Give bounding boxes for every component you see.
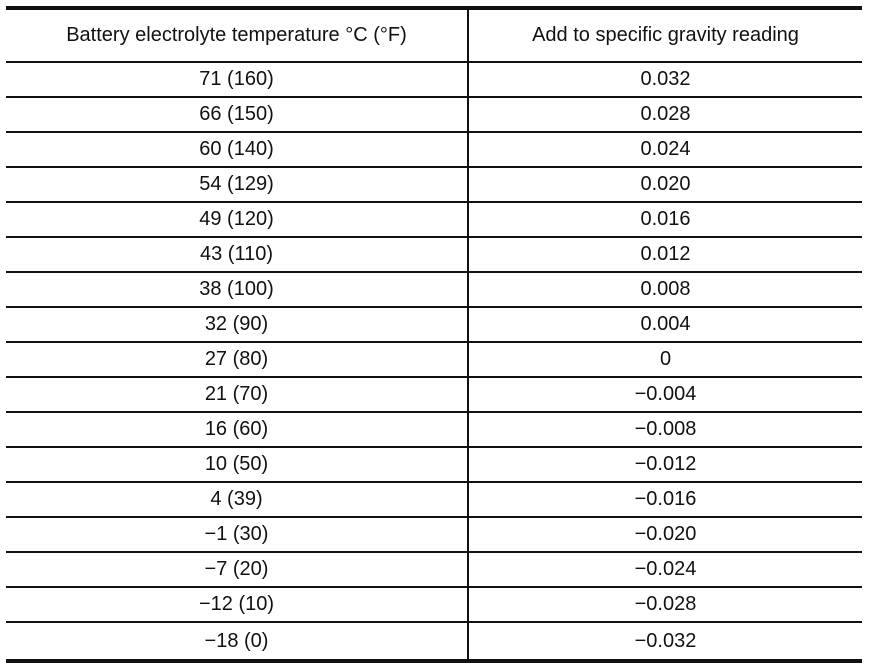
temperature-cell: 4 (39) xyxy=(6,482,468,517)
correction-cell: −0.004 xyxy=(468,377,862,412)
correction-cell: −0.028 xyxy=(468,587,862,622)
correction-cell: −0.008 xyxy=(468,412,862,447)
specific-gravity-correction-table xyxy=(6,6,862,663)
correction-cell: 0.016 xyxy=(468,202,862,237)
temperature-cell: 71 (160) xyxy=(6,62,468,97)
temperature-cell: 10 (50) xyxy=(6,447,468,482)
table-header xyxy=(6,8,862,62)
header-temperature: Battery electrolyte temperature °C (°F) xyxy=(6,8,468,62)
table-row xyxy=(6,482,862,517)
correction-cell: −0.012 xyxy=(468,447,862,482)
temperature-cell: 38 (100) xyxy=(6,272,468,307)
table-row xyxy=(6,132,862,167)
table-row xyxy=(6,377,862,412)
correction-cell: −0.016 xyxy=(468,482,862,517)
temperature-cell: −7 (20) xyxy=(6,552,468,587)
table-row xyxy=(6,622,862,661)
correction-cell: −0.032 xyxy=(634,629,697,652)
correction-cell: 0.028 xyxy=(468,97,862,132)
specific-gravity-correction-table-container xyxy=(6,6,862,663)
table-row xyxy=(6,552,862,587)
temperature-cell: 60 (140) xyxy=(6,132,468,167)
temperature-cell: 27 (80) xyxy=(6,342,468,377)
correction-cell: 0.024 xyxy=(468,132,862,167)
temperature-cell: 49 (120) xyxy=(6,202,468,237)
header-correction: Add to specific gravity reading xyxy=(468,8,862,62)
table-row xyxy=(6,272,862,307)
table-row xyxy=(6,342,862,377)
table-row xyxy=(6,412,862,447)
temperature-cell: 21 (70) xyxy=(6,377,468,412)
temperature-cell: 16 (60) xyxy=(6,412,468,447)
table-row xyxy=(6,202,862,237)
temperature-cell: −1 (30) xyxy=(6,517,468,552)
temperature-cell: −12 (10) xyxy=(6,587,468,622)
temperature-cell: 66 (150) xyxy=(6,97,468,132)
table-row xyxy=(6,237,862,272)
correction-cell: 0 xyxy=(468,342,862,377)
temperature-cell: −18 (0) xyxy=(6,622,468,661)
header-row xyxy=(6,8,862,62)
temperature-cell: 32 (90) xyxy=(6,307,468,342)
correction-cell: 0.020 xyxy=(468,167,862,202)
temperature-cell: 43 (110) xyxy=(6,237,468,272)
table-row xyxy=(6,447,862,482)
table-row xyxy=(6,62,862,97)
correction-cell: 0.012 xyxy=(468,237,862,272)
table-row xyxy=(6,167,862,202)
table-row xyxy=(6,97,862,132)
correction-cell: 0.008 xyxy=(468,272,862,307)
table-row xyxy=(6,307,862,342)
correction-cell: 0.032 xyxy=(468,62,862,97)
correction-cell: −0.024 xyxy=(468,552,862,587)
table-body xyxy=(6,62,862,661)
temperature-cell: 54 (129) xyxy=(6,167,468,202)
table-row xyxy=(6,517,862,552)
correction-cell: −0.020 xyxy=(468,517,862,552)
correction-cell: 0.004 xyxy=(468,307,862,342)
table-row xyxy=(6,587,862,622)
